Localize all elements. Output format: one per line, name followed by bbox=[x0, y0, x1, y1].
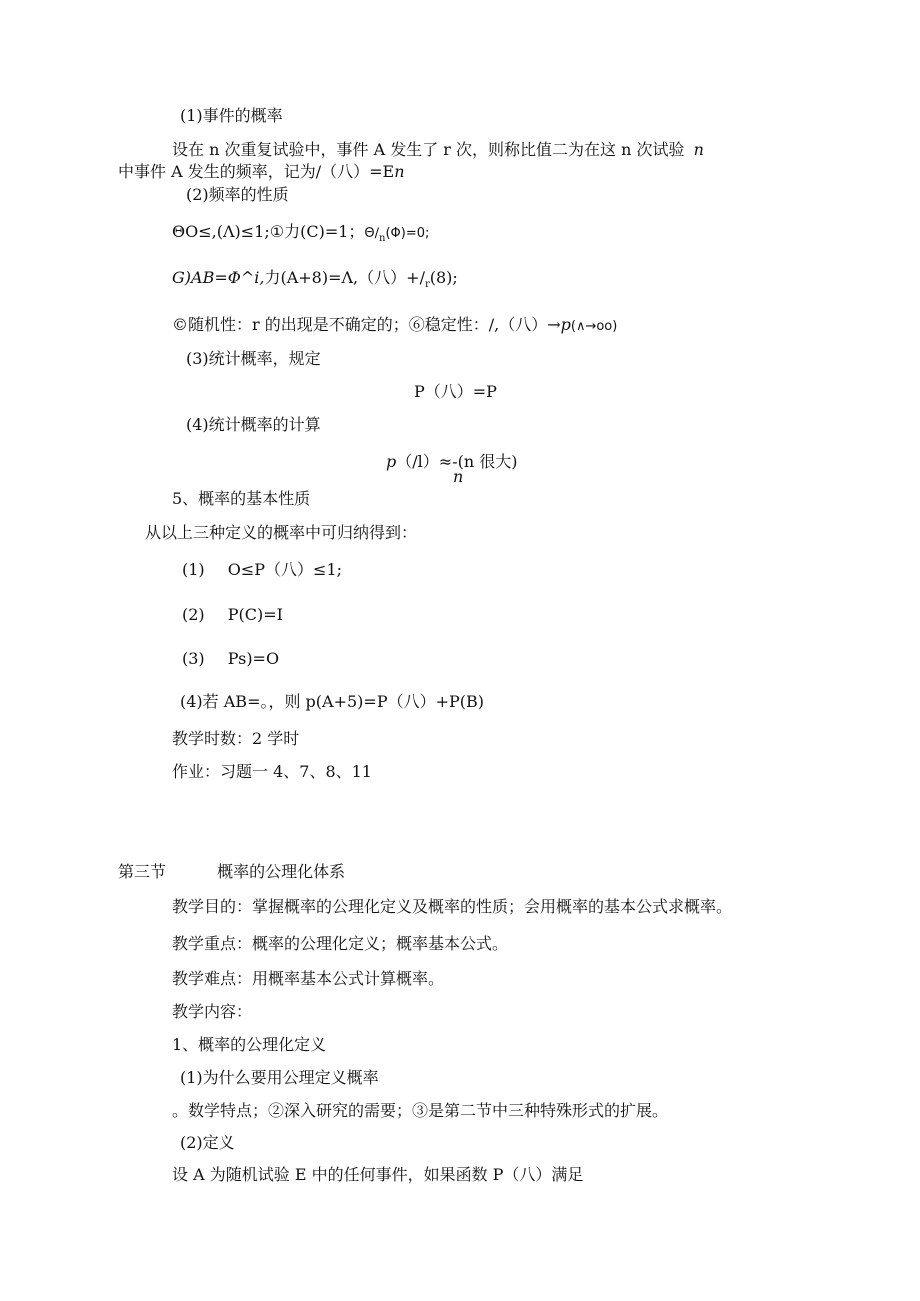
paragraph-text: 设在 n 次重复试验中，事件 A 发生了 r 次，则称比值二为在这 n 次试验 bbox=[172, 140, 685, 159]
section-heading-frequency-properties: (2)频率的性质 bbox=[186, 185, 289, 204]
content-subheading-why: (1)为什么要用公理定义概率 bbox=[180, 1068, 379, 1087]
property-1 bbox=[182, 560, 342, 580]
formula-approximation bbox=[386, 452, 517, 472]
formula-text: （/l）≈-(n 很大) bbox=[396, 452, 518, 471]
formula-text: G)AB=Φ^i, bbox=[172, 268, 265, 287]
property-3 bbox=[182, 649, 279, 669]
homework: 作业：习题一 4、7、8、11 bbox=[172, 762, 372, 781]
formula-text: p bbox=[386, 452, 397, 471]
paragraph-frequency-line1 bbox=[172, 140, 704, 160]
teaching-content-label: 教学内容： bbox=[172, 1002, 253, 1021]
property-2 bbox=[182, 605, 283, 625]
formula-text: Θ bbox=[364, 226, 375, 241]
property-4 bbox=[180, 692, 484, 712]
variable-n: n bbox=[394, 162, 405, 181]
formula-text: ∕ bbox=[419, 268, 425, 287]
content-subheading-definition: (2)定义 bbox=[180, 1133, 235, 1152]
formula-denominator: n bbox=[453, 467, 464, 486]
section-heading-statistical-probability: (3)统计概率，规定 bbox=[186, 349, 321, 368]
formula-text: ©随机性：r 的出现是不确定的；⑥稳定性：/,（八）→ bbox=[172, 315, 561, 334]
content-heading-axiomatic: 1、概率的公理化定义 bbox=[172, 1035, 327, 1054]
section-title bbox=[118, 862, 345, 882]
section-label: 第三节 bbox=[118, 862, 167, 881]
formula-line-1 bbox=[172, 222, 429, 245]
formula-subscript: n bbox=[379, 233, 386, 244]
content-definition-text: 设 A 为随机试验 E 中的任何事件，如果函数 P（八）满足 bbox=[172, 1165, 584, 1184]
teaching-goal: 教学目的：掌握概率的公理化定义及概率的性质；会用概率的基本公式求概率。 bbox=[172, 897, 733, 916]
section-name: 概率的公理化体系 bbox=[217, 862, 346, 881]
formula-text: 力(A+8)=Λ,（八）+ bbox=[264, 268, 420, 287]
paragraph-text: 中事件 A 发生的频率，记为/（八）=E bbox=[118, 162, 395, 181]
formula-text: p bbox=[560, 315, 571, 334]
property-number: (3) bbox=[182, 649, 205, 668]
paragraph-intro: 从以上三种定义的概率中可归纳得到： bbox=[145, 523, 418, 542]
property-text: (4)若 AB=。，则 p(A+5)=P（八）+P(B) bbox=[180, 692, 485, 711]
formula-text: (∧→oo) bbox=[570, 319, 618, 334]
teaching-difficulty: 教学难点：用概率基本公式计算概率。 bbox=[172, 969, 445, 988]
teaching-hours: 教学时数：2 学时 bbox=[172, 729, 300, 748]
formula-text: ΘO≤,(Λ)≤1;①力(C)=1； bbox=[172, 222, 365, 241]
section-heading-basic-properties: 5、概率的基本性质 bbox=[172, 489, 311, 508]
formula-line-2 bbox=[172, 268, 458, 291]
section-heading-computation: (4)统计概率的计算 bbox=[186, 415, 321, 434]
content-why-text: 。数学特点；②深入研究的需要；③是第二节中三种特殊形式的扩展。 bbox=[172, 1101, 669, 1120]
paragraph-frequency-line2 bbox=[118, 162, 405, 182]
formula-subscript: r bbox=[424, 279, 430, 290]
section-heading-frequency: (1)事件的概率 bbox=[180, 106, 283, 125]
formula-line-3 bbox=[172, 315, 617, 337]
property-text: P(C)=I bbox=[227, 605, 283, 624]
formula-text: ∕ bbox=[374, 226, 380, 241]
property-number: (2) bbox=[182, 605, 205, 624]
formula-statistical-probability: P（八）=P bbox=[414, 382, 497, 401]
property-text: O≤P（八）≤1; bbox=[227, 560, 343, 579]
formula-text: (8); bbox=[429, 268, 458, 287]
property-text: Ps)=O bbox=[227, 649, 280, 668]
property-number: (1) bbox=[182, 560, 205, 579]
teaching-key-points: 教学重点：概率的公理化定义；概率基本公式。 bbox=[172, 934, 509, 953]
formula-text: (Φ)=0; bbox=[385, 226, 430, 241]
variable-n: n bbox=[693, 140, 704, 159]
